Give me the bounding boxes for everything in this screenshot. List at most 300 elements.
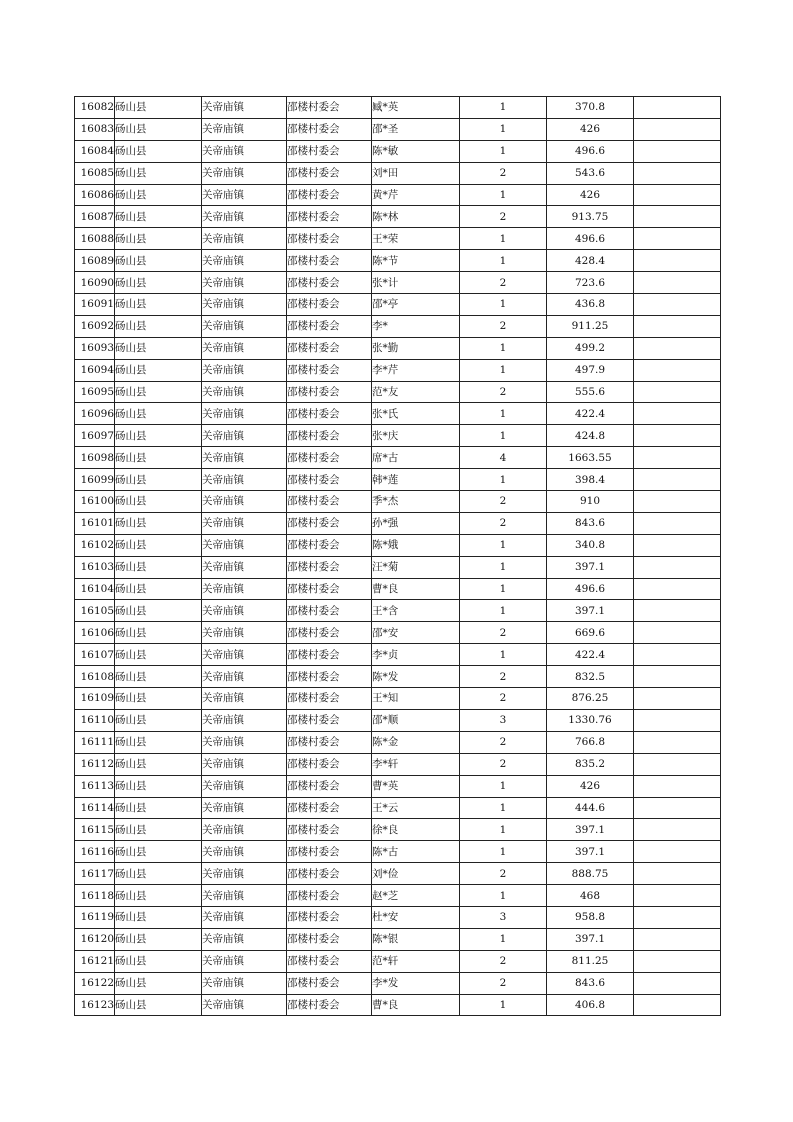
amount-cell: 428.4 [547,250,634,272]
household-count-cell: 2 [460,272,547,294]
town-cell: 关帝庙镇 [202,906,287,928]
note-cell [634,731,721,753]
household-count-cell: 1 [460,534,547,556]
amount-cell: 911.25 [547,315,634,337]
town-cell: 关帝庙镇 [202,469,287,491]
county-cell: 砀山县 [115,491,202,513]
row-number-cell: 16088 [75,228,115,250]
table-row [75,994,721,1016]
table-row [75,469,721,491]
row-number-cell: 16094 [75,359,115,381]
county-cell: 砀山县 [115,272,202,294]
table-row [75,797,721,819]
row-number-cell: 16090 [75,272,115,294]
county-cell: 砀山县 [115,622,202,644]
name-cell: 邵*圣 [372,118,460,140]
table-row [75,885,721,907]
county-cell: 砀山县 [115,337,202,359]
table-row [75,491,721,513]
amount-cell: 422.4 [547,403,634,425]
household-count-cell: 3 [460,906,547,928]
name-cell: 张*勤 [372,337,460,359]
table-row [75,184,721,206]
note-cell [634,184,721,206]
name-cell: 臧*英 [372,97,460,119]
amount-cell: 1663.55 [547,447,634,469]
note-cell [634,753,721,775]
row-number-cell: 16091 [75,294,115,316]
household-count-cell: 1 [460,885,547,907]
town-cell: 关帝庙镇 [202,950,287,972]
village-committee-cell: 邵楼村委会 [287,403,372,425]
amount-cell: 436.8 [547,294,634,316]
note-cell [634,775,721,797]
village-committee-cell: 邵楼村委会 [287,140,372,162]
household-count-cell: 1 [460,425,547,447]
name-cell: 李*发 [372,972,460,994]
amount-cell: 340.8 [547,534,634,556]
name-cell: 曹*英 [372,775,460,797]
note-cell [634,622,721,644]
name-cell: 陈*发 [372,666,460,688]
amount-cell: 835.2 [547,753,634,775]
row-number-cell: 16120 [75,928,115,950]
note-cell [634,863,721,885]
village-committee-cell: 邵楼村委会 [287,512,372,534]
town-cell: 关帝庙镇 [202,118,287,140]
table-row [75,294,721,316]
village-committee-cell: 邵楼村委会 [287,906,372,928]
town-cell: 关帝庙镇 [202,578,287,600]
row-number-cell: 16101 [75,512,115,534]
name-cell: 张*计 [372,272,460,294]
county-cell: 砀山县 [115,950,202,972]
household-count-cell: 1 [460,775,547,797]
amount-cell: 496.6 [547,228,634,250]
note-cell [634,337,721,359]
household-count-cell: 2 [460,491,547,513]
household-count-cell: 1 [460,994,547,1016]
county-cell: 砀山县 [115,666,202,688]
table-row [75,928,721,950]
note-cell [634,162,721,184]
name-cell: 陈*林 [372,206,460,228]
row-number-cell: 16117 [75,863,115,885]
name-cell: 陈*金 [372,731,460,753]
county-cell: 砀山县 [115,709,202,731]
town-cell: 关帝庙镇 [202,337,287,359]
name-cell: 邵*安 [372,622,460,644]
county-cell: 砀山县 [115,250,202,272]
amount-cell: 669.6 [547,622,634,644]
village-committee-cell: 邵楼村委会 [287,819,372,841]
household-count-cell: 1 [460,841,547,863]
town-cell: 关帝庙镇 [202,841,287,863]
amount-cell: 496.6 [547,578,634,600]
row-number-cell: 16110 [75,709,115,731]
note-cell [634,841,721,863]
amount-cell: 397.1 [547,819,634,841]
village-committee-cell: 邵楼村委会 [287,315,372,337]
note-cell [634,403,721,425]
town-cell: 关帝庙镇 [202,512,287,534]
county-cell: 砀山县 [115,184,202,206]
household-count-cell: 3 [460,709,547,731]
town-cell: 关帝庙镇 [202,556,287,578]
name-cell: 刘*田 [372,162,460,184]
town-cell: 关帝庙镇 [202,228,287,250]
household-count-cell: 1 [460,118,547,140]
note-cell [634,819,721,841]
row-number-cell: 16085 [75,162,115,184]
table-row [75,140,721,162]
village-committee-cell: 邵楼村委会 [287,753,372,775]
amount-cell: 496.6 [547,140,634,162]
name-cell: 李*贞 [372,644,460,666]
household-count-cell: 4 [460,447,547,469]
village-committee-cell: 邵楼村委会 [287,644,372,666]
amount-cell: 397.1 [547,928,634,950]
household-count-cell: 2 [460,381,547,403]
name-cell: 李*芹 [372,359,460,381]
name-cell: 韩*莲 [372,469,460,491]
table-row [75,447,721,469]
table-row [75,315,721,337]
row-number-cell: 16121 [75,950,115,972]
row-number-cell: 16112 [75,753,115,775]
town-cell: 关帝庙镇 [202,315,287,337]
name-cell: 王*知 [372,688,460,710]
town-cell: 关帝庙镇 [202,294,287,316]
table-row [75,250,721,272]
row-number-cell: 16122 [75,972,115,994]
county-cell: 砀山县 [115,403,202,425]
row-number-cell: 16099 [75,469,115,491]
note-cell [634,206,721,228]
name-cell: 邵*亭 [372,294,460,316]
amount-cell: 913.75 [547,206,634,228]
table-row [75,337,721,359]
village-committee-cell: 邵楼村委会 [287,863,372,885]
town-cell: 关帝庙镇 [202,775,287,797]
name-cell: 徐*良 [372,819,460,841]
row-number-cell: 16093 [75,337,115,359]
name-cell: 曹*良 [372,994,460,1016]
household-count-cell: 2 [460,206,547,228]
row-number-cell: 16105 [75,600,115,622]
table-row [75,709,721,731]
table-row [75,512,721,534]
table-row [75,578,721,600]
amount-cell: 723.6 [547,272,634,294]
amount-cell: 426 [547,775,634,797]
row-number-cell: 16115 [75,819,115,841]
county-cell: 砀山县 [115,447,202,469]
row-number-cell: 16082 [75,97,115,119]
name-cell: 汪*菊 [372,556,460,578]
table-row [75,403,721,425]
table-row [75,381,721,403]
row-number-cell: 16114 [75,797,115,819]
table-row [75,272,721,294]
row-number-cell: 16119 [75,906,115,928]
amount-cell: 1330.76 [547,709,634,731]
town-cell: 关帝庙镇 [202,140,287,162]
row-number-cell: 16104 [75,578,115,600]
row-number-cell: 16100 [75,491,115,513]
county-cell: 砀山县 [115,294,202,316]
note-cell [634,534,721,556]
note-cell [634,972,721,994]
household-count-cell: 2 [460,512,547,534]
table-row [75,162,721,184]
note-cell [634,469,721,491]
name-cell: 范*友 [372,381,460,403]
name-cell: 范*轩 [372,950,460,972]
village-committee-cell: 邵楼村委会 [287,447,372,469]
name-cell: 张*氏 [372,403,460,425]
row-number-cell: 16084 [75,140,115,162]
village-committee-cell: 邵楼村委会 [287,797,372,819]
amount-cell: 398.4 [547,469,634,491]
village-committee-cell: 邵楼村委会 [287,885,372,907]
row-number-cell: 16106 [75,622,115,644]
note-cell [634,906,721,928]
note-cell [634,928,721,950]
row-number-cell: 16113 [75,775,115,797]
amount-cell: 426 [547,184,634,206]
note-cell [634,709,721,731]
name-cell: 李*轩 [372,753,460,775]
county-cell: 砀山县 [115,534,202,556]
household-count-cell: 1 [460,644,547,666]
amount-cell: 370.8 [547,97,634,119]
amount-cell: 958.8 [547,906,634,928]
household-count-cell: 1 [460,819,547,841]
household-count-cell: 1 [460,337,547,359]
row-number-cell: 16095 [75,381,115,403]
amount-cell: 766.8 [547,731,634,753]
amount-cell: 543.6 [547,162,634,184]
county-cell: 砀山县 [115,972,202,994]
county-cell: 砀山县 [115,688,202,710]
county-cell: 砀山县 [115,425,202,447]
household-count-cell: 1 [460,228,547,250]
name-cell: 季*杰 [372,491,460,513]
note-cell [634,885,721,907]
village-committee-cell: 邵楼村委会 [287,469,372,491]
amount-cell: 832.5 [547,666,634,688]
household-count-cell: 2 [460,688,547,710]
amount-cell: 397.1 [547,841,634,863]
household-count-cell: 1 [460,294,547,316]
note-cell [634,666,721,688]
village-committee-cell: 邵楼村委会 [287,250,372,272]
village-committee-cell: 邵楼村委会 [287,709,372,731]
county-cell: 砀山县 [115,578,202,600]
town-cell: 关帝庙镇 [202,797,287,819]
county-cell: 砀山县 [115,206,202,228]
table-row [75,731,721,753]
note-cell [634,228,721,250]
town-cell: 关帝庙镇 [202,184,287,206]
note-cell [634,491,721,513]
household-count-cell: 2 [460,753,547,775]
amount-cell: 397.1 [547,556,634,578]
household-count-cell: 1 [460,140,547,162]
name-cell: 王*荣 [372,228,460,250]
household-count-cell: 2 [460,972,547,994]
household-count-cell: 1 [460,469,547,491]
row-number-cell: 16083 [75,118,115,140]
household-count-cell: 2 [460,315,547,337]
village-committee-cell: 邵楼村委会 [287,272,372,294]
village-committee-cell: 邵楼村委会 [287,578,372,600]
village-committee-cell: 邵楼村委会 [287,688,372,710]
name-cell: 孙*强 [372,512,460,534]
household-count-cell: 2 [460,666,547,688]
table-body [75,97,721,1016]
table-row [75,972,721,994]
name-cell: 王*云 [372,797,460,819]
name-cell: 邵*顺 [372,709,460,731]
name-cell: 刘*俭 [372,863,460,885]
note-cell [634,994,721,1016]
county-cell: 砀山县 [115,797,202,819]
county-cell: 砀山县 [115,381,202,403]
table-row [75,819,721,841]
name-cell: 曹*良 [372,578,460,600]
village-committee-cell: 邵楼村委会 [287,118,372,140]
amount-cell: 499.2 [547,337,634,359]
note-cell [634,294,721,316]
note-cell [634,578,721,600]
table-row [75,753,721,775]
name-cell: 陈*敏 [372,140,460,162]
note-cell [634,447,721,469]
town-cell: 关帝庙镇 [202,403,287,425]
amount-cell: 843.6 [547,972,634,994]
row-number-cell: 16103 [75,556,115,578]
village-committee-cell: 邵楼村委会 [287,534,372,556]
county-cell: 砀山县 [115,600,202,622]
amount-cell: 426 [547,118,634,140]
household-count-cell: 2 [460,731,547,753]
village-committee-cell: 邵楼村委会 [287,950,372,972]
town-cell: 关帝庙镇 [202,359,287,381]
amount-cell: 888.75 [547,863,634,885]
row-number-cell: 16123 [75,994,115,1016]
name-cell: 陈*节 [372,250,460,272]
county-cell: 砀山县 [115,469,202,491]
name-cell: 黄*芹 [372,184,460,206]
county-cell: 砀山县 [115,928,202,950]
county-cell: 砀山县 [115,140,202,162]
row-number-cell: 16092 [75,315,115,337]
town-cell: 关帝庙镇 [202,666,287,688]
county-cell: 砀山县 [115,315,202,337]
table-row [75,600,721,622]
village-committee-cell: 邵楼村委会 [287,841,372,863]
note-cell [634,512,721,534]
note-cell [634,556,721,578]
table-row [75,534,721,556]
town-cell: 关帝庙镇 [202,994,287,1016]
county-cell: 砀山县 [115,885,202,907]
note-cell [634,644,721,666]
table-row [75,206,721,228]
row-number-cell: 16111 [75,731,115,753]
table-row [75,644,721,666]
table-row [75,775,721,797]
row-number-cell: 16102 [75,534,115,556]
village-committee-cell: 邵楼村委会 [287,666,372,688]
name-cell: 赵*芝 [372,885,460,907]
household-count-cell: 1 [460,403,547,425]
row-number-cell: 16118 [75,885,115,907]
county-cell: 砀山县 [115,512,202,534]
village-committee-cell: 邵楼村委会 [287,775,372,797]
row-number-cell: 16109 [75,688,115,710]
village-committee-cell: 邵楼村委会 [287,162,372,184]
town-cell: 关帝庙镇 [202,753,287,775]
table-row [75,666,721,688]
village-committee-cell: 邵楼村委会 [287,556,372,578]
village-committee-cell: 邵楼村委会 [287,600,372,622]
amount-cell: 910 [547,491,634,513]
note-cell [634,600,721,622]
amount-cell: 811.25 [547,950,634,972]
town-cell: 关帝庙镇 [202,819,287,841]
village-committee-cell: 邵楼村委会 [287,928,372,950]
row-number-cell: 16096 [75,403,115,425]
note-cell [634,272,721,294]
county-cell: 砀山县 [115,162,202,184]
town-cell: 关帝庙镇 [202,644,287,666]
row-number-cell: 16097 [75,425,115,447]
household-count-cell: 1 [460,250,547,272]
county-cell: 砀山县 [115,819,202,841]
town-cell: 关帝庙镇 [202,206,287,228]
county-cell: 砀山县 [115,906,202,928]
household-count-cell: 2 [460,863,547,885]
town-cell: 关帝庙镇 [202,928,287,950]
county-cell: 砀山县 [115,644,202,666]
village-committee-cell: 邵楼村委会 [287,359,372,381]
village-committee-cell: 邵楼村委会 [287,206,372,228]
town-cell: 关帝庙镇 [202,97,287,119]
name-cell: 席*古 [372,447,460,469]
county-cell: 砀山县 [115,359,202,381]
table-row [75,950,721,972]
household-count-cell: 1 [460,556,547,578]
name-cell: 王*含 [372,600,460,622]
note-cell [634,97,721,119]
amount-cell: 397.1 [547,600,634,622]
note-cell [634,359,721,381]
town-cell: 关帝庙镇 [202,885,287,907]
county-cell: 砀山县 [115,97,202,119]
village-committee-cell: 邵楼村委会 [287,184,372,206]
row-number-cell: 16089 [75,250,115,272]
note-cell [634,688,721,710]
village-committee-cell: 邵楼村委会 [287,337,372,359]
table-row [75,863,721,885]
table-row [75,688,721,710]
household-count-cell: 2 [460,622,547,644]
village-committee-cell: 邵楼村委会 [287,425,372,447]
table-row [75,556,721,578]
